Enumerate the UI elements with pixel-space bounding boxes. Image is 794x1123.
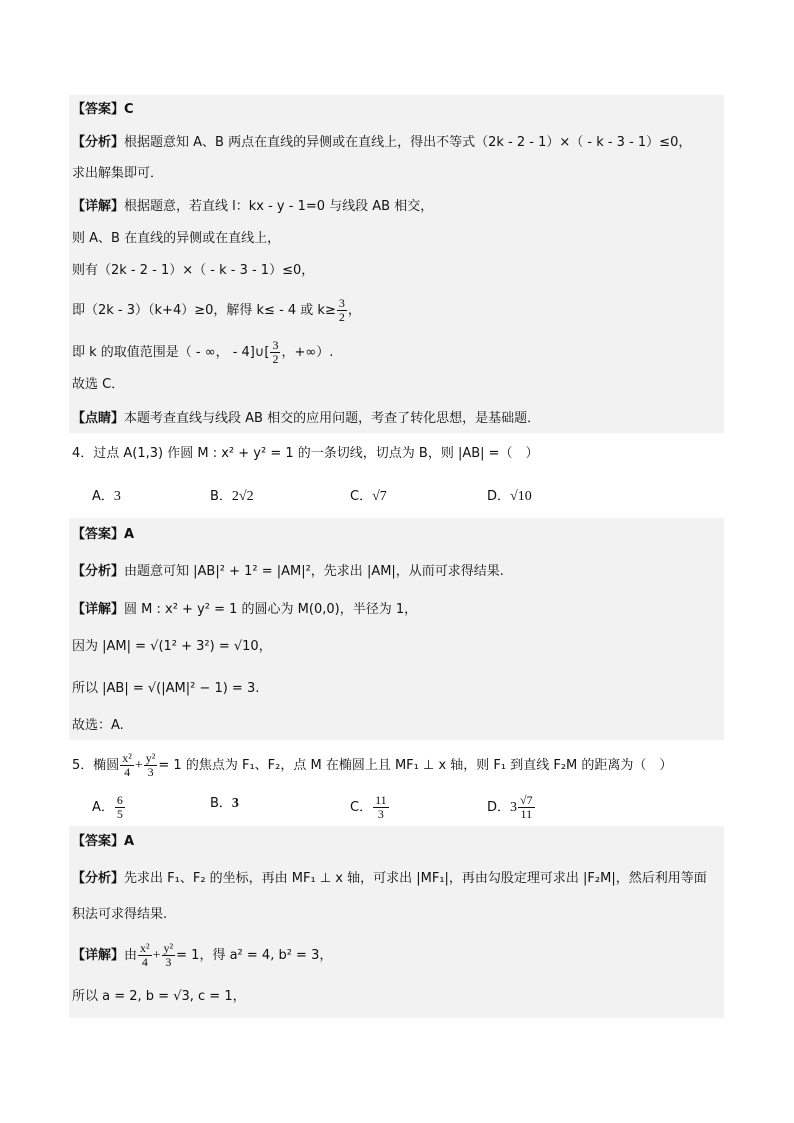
analysis-tag: 【分析】 (72, 871, 125, 886)
fraction-numerator: y² (145, 751, 156, 765)
option-label: D． (487, 489, 511, 504)
q4-answer (72, 525, 134, 545)
plus-sign: + (152, 948, 161, 963)
q3-detail-line2: 则 A、B 在直线的异侧或在直线上， (72, 231, 281, 246)
option-label: C． (350, 800, 373, 815)
q5-stem (72, 752, 672, 779)
fraction (138, 942, 152, 969)
option-value: 3 (231, 796, 239, 811)
q5-detail (72, 942, 332, 969)
q3-detail-line4 (72, 297, 361, 324)
q4-solution-block (69, 518, 724, 740)
fraction-numerator: 6 (116, 793, 123, 807)
answer-value: C (124, 102, 134, 117)
fraction (144, 752, 158, 779)
comment-tag: 【点睛】 (72, 411, 125, 426)
q3-comment (72, 409, 540, 429)
fraction (270, 339, 280, 366)
fraction (518, 794, 535, 821)
fraction-denominator: 2 (272, 352, 279, 366)
analysis-tag: 【分析】 (72, 135, 125, 150)
fraction (120, 752, 134, 779)
q3-detail-line6: 故选 C． (72, 377, 125, 392)
analysis-tag: 【分析】 (72, 564, 125, 579)
fraction-numerator: x² (140, 941, 150, 955)
q3-answer (72, 100, 134, 120)
option-label: D． (487, 800, 511, 815)
q5-option-c (350, 794, 390, 821)
range-text-end: ，+∞）. (281, 345, 334, 360)
q5-analysis-cont: 积法可求得结果. (72, 907, 168, 922)
detail-tag: 【详解】 (72, 199, 125, 214)
fraction-denominator: 11 (520, 807, 533, 821)
fraction-denominator: 3 (147, 765, 154, 779)
option-label: A． (92, 489, 114, 504)
fraction-denominator: 4 (124, 765, 131, 779)
q3-detail-line3: 则有（2k - 2 - 1）×（ - k - 3 - 1）≤0， (72, 263, 315, 278)
detail-text-end: = 1，得 a² = 4, b² = 3， (176, 948, 333, 963)
analysis-text: 根据题意知 A、B 两点在直线的异侧或在直线上，得出不等式（2k - 2 - 1）×（ - k - 3 - 1）≤0， (124, 135, 692, 150)
fraction-denominator: 2 (338, 310, 345, 324)
fraction (115, 794, 125, 821)
range-text: 即 k 的取值范围是（ - ∞， - 4]∪[ (72, 345, 270, 360)
q4-option-a (92, 487, 121, 507)
option-label: A． (92, 800, 114, 815)
q4-stem: 4．过点 A(1,3) 作圆 M : x² + y² = 1 的一条切线，切点为 B，则 |AB| =（ ） (72, 446, 539, 461)
q5-option-b (210, 794, 239, 814)
q4-option-b (210, 487, 254, 507)
fraction-numerator: √7 (520, 793, 533, 807)
answer-value: A (124, 834, 135, 849)
q4-detail (72, 600, 417, 620)
punctuation: ， (347, 303, 361, 318)
option-value: 2√2 (231, 489, 254, 504)
q3-detail-line5 (72, 339, 333, 366)
option-value: √10 (510, 489, 532, 504)
option-value: 3 (113, 489, 121, 504)
q4-analysis (72, 562, 504, 582)
comment-text: 本题考查直线与线段 AB 相交的应用问题，考查了转化思想，是基础题． (124, 411, 541, 426)
detail-text: 圆 M : x² + y² = 1 的圆心为 M(0,0)，半径为 1， (124, 602, 418, 617)
option-label: B． (210, 796, 232, 811)
fraction (337, 297, 347, 324)
q5-option-a (92, 794, 126, 821)
q4-detail-line4: 故选：A. (72, 718, 124, 733)
option-label: B． (210, 489, 232, 504)
answer-tag: 【答案】 (72, 834, 125, 849)
detail-tag: 【详解】 (72, 948, 125, 963)
fraction-denominator: 3 (165, 955, 172, 969)
fraction-denominator: 5 (116, 807, 123, 821)
q3-analysis-cont: 求出解集即可． (72, 166, 164, 181)
q3-detail (72, 197, 433, 217)
q4-detail-line2: 因为 |AM| = √(1² + 3²) = √10， (72, 639, 272, 654)
fraction (162, 942, 176, 969)
fraction-numerator: x² (122, 751, 132, 765)
q5-option-d (487, 794, 536, 821)
plus-sign: + (134, 758, 143, 773)
q4-option-c (350, 487, 387, 507)
q4-option-d (487, 487, 532, 507)
q5-answer (72, 832, 134, 852)
analysis-text: 先求出 F₁、F₂ 的坐标，再由 MF₁ ⊥ x 轴，可求出 |MF₁|，再由勾股定理可求出 |F₂M|，然后利用等面 (124, 871, 707, 886)
answer-tag: 【答案】 (72, 102, 125, 117)
fraction-denominator: 4 (141, 955, 148, 969)
coefficient: 3 (510, 800, 518, 815)
fraction-denominator: 3 (377, 807, 384, 821)
fraction-numerator: 3 (272, 338, 279, 352)
detail-tag: 【详解】 (72, 602, 125, 617)
answer-tag: 【答案】 (72, 527, 125, 542)
option-value: √7 (372, 489, 387, 504)
inequality-text: 即（2k - 3）（k+4）≥0，解得 k≤ - 4 或 k≥ (72, 303, 336, 318)
fraction-numerator: 3 (338, 296, 345, 310)
q5-analysis (72, 869, 707, 889)
answer-value: A (124, 527, 135, 542)
q3-analysis (72, 133, 691, 153)
detail-text: 由 (124, 948, 138, 963)
analysis-text: 由题意可知 |AB|² + 1² = |AM|²，先求出 |AM|，从而可求得结果. (124, 564, 504, 579)
option-label: C． (350, 489, 373, 504)
stem-text: 5．椭圆 (72, 758, 120, 773)
fraction-numerator: 11 (375, 793, 387, 807)
fraction-numerator: y² (163, 941, 174, 955)
fraction (373, 794, 389, 821)
q5-detail-line2: 所以 a = 2, b = √3, c = 1， (72, 989, 246, 1004)
stem-text-end: = 1 的焦点为 F₁、F₂，点 M 在椭圆上且 MF₁ ⊥ x 轴，则 F₁ 到直线 F₂M 的距离为（ ） (158, 758, 673, 773)
q4-detail-line3: 所以 |AB| = √(|AM|² − 1) = 3. (72, 681, 260, 696)
detail-text: 根据题意，若直线 l：kx - y - 1=0 与线段 AB 相交， (124, 199, 434, 214)
